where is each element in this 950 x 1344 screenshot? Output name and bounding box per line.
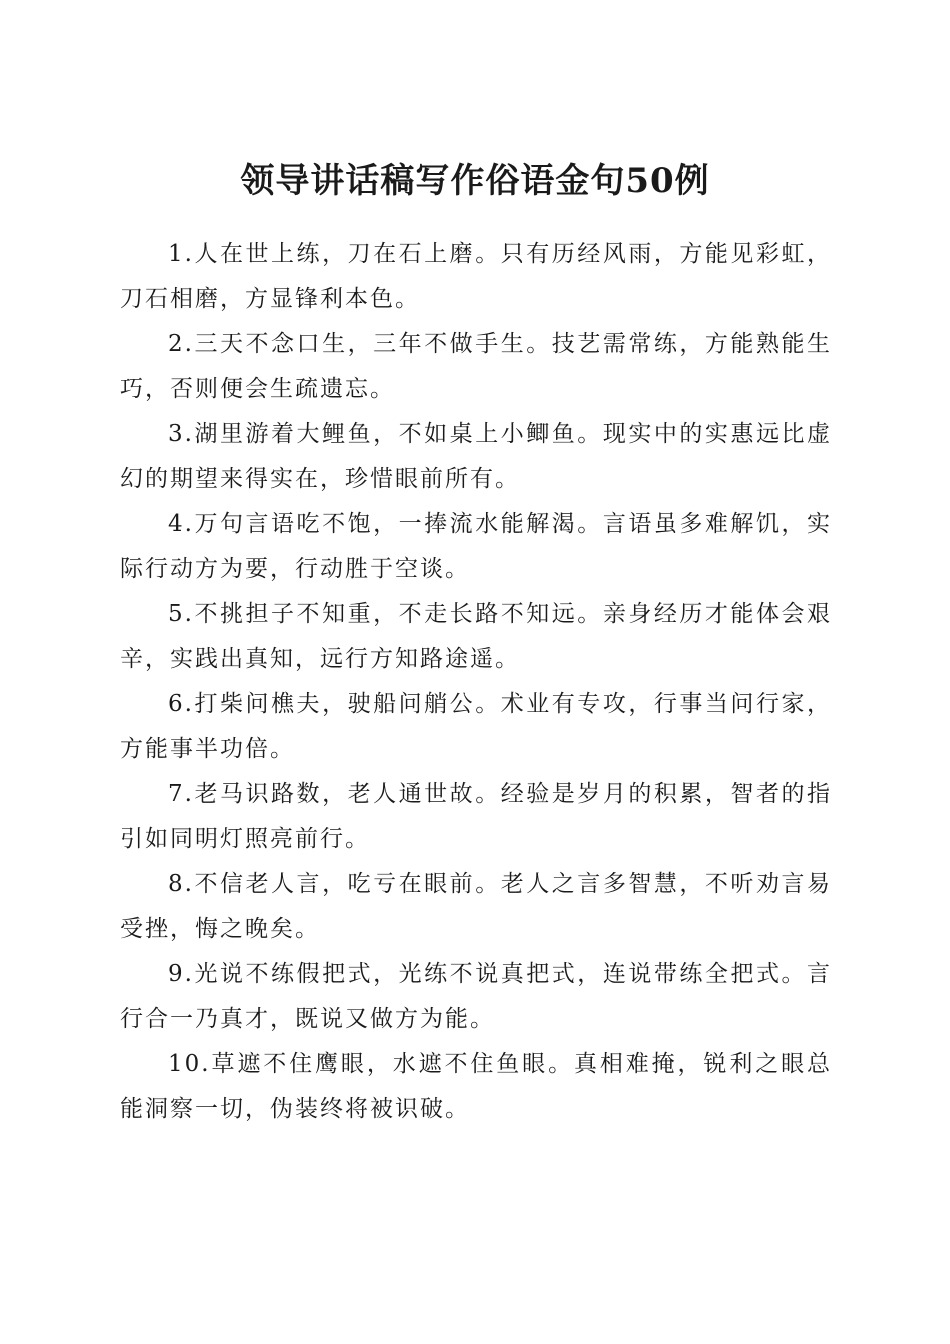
proverb-item-9: 9.光说不练假把式，光练不说真把式，连说带练全把式。言行合一乃真才，既说又做方为能。	[120, 961, 832, 1032]
page-title: 领导讲话稿写作俗语金句50例	[240, 160, 710, 201]
proverb-item-3: 3.湖里游着大鲤鱼，不如桌上小鲫鱼。现实中的实惠远比虚幻的期望来得实在，珍惜眼前所有。	[120, 421, 832, 492]
proverb-item-5: 5.不挑担子不知重，不走长路不知远。亲身经历才能体会艰辛，实践出真知，远行方知路途遥。	[120, 601, 832, 672]
proverb-item-2: 2.三天不念口生，三年不做手生。技艺需常练，方能熟能生巧，否则便会生疏遗忘。	[120, 331, 832, 402]
proverb-item-7: 7.老马识路数，老人通世故。经验是岁月的积累，智者的指引如同明灯照亮前行。	[120, 781, 832, 852]
proverb-item-8: 8.不信老人言，吃亏在眼前。老人之言多智慧，不听劝言易受挫，悔之晚矣。	[120, 871, 832, 942]
proverb-item-10: 10.草遮不住鹰眼，水遮不住鱼眼。真相难掩，锐利之眼总能洞察一切，伪装终将被识破。	[120, 1051, 832, 1122]
proverb-item-6: 6.打柴问樵夫，驶船问艄公。术业有专攻，行事当问行家，方能事半功倍。	[120, 691, 832, 762]
proverb-list	[120, 232, 832, 1132]
proverb-item-1: 1.人在世上练，刀在石上磨。只有历经风雨，方能见彩虹，刀石相磨，方显锋利本色。	[120, 241, 832, 312]
proverb-item-4: 4.万句言语吃不饱，一捧流水能解渴。言语虽多难解饥，实际行动方为要，行动胜于空谈。	[120, 511, 832, 582]
